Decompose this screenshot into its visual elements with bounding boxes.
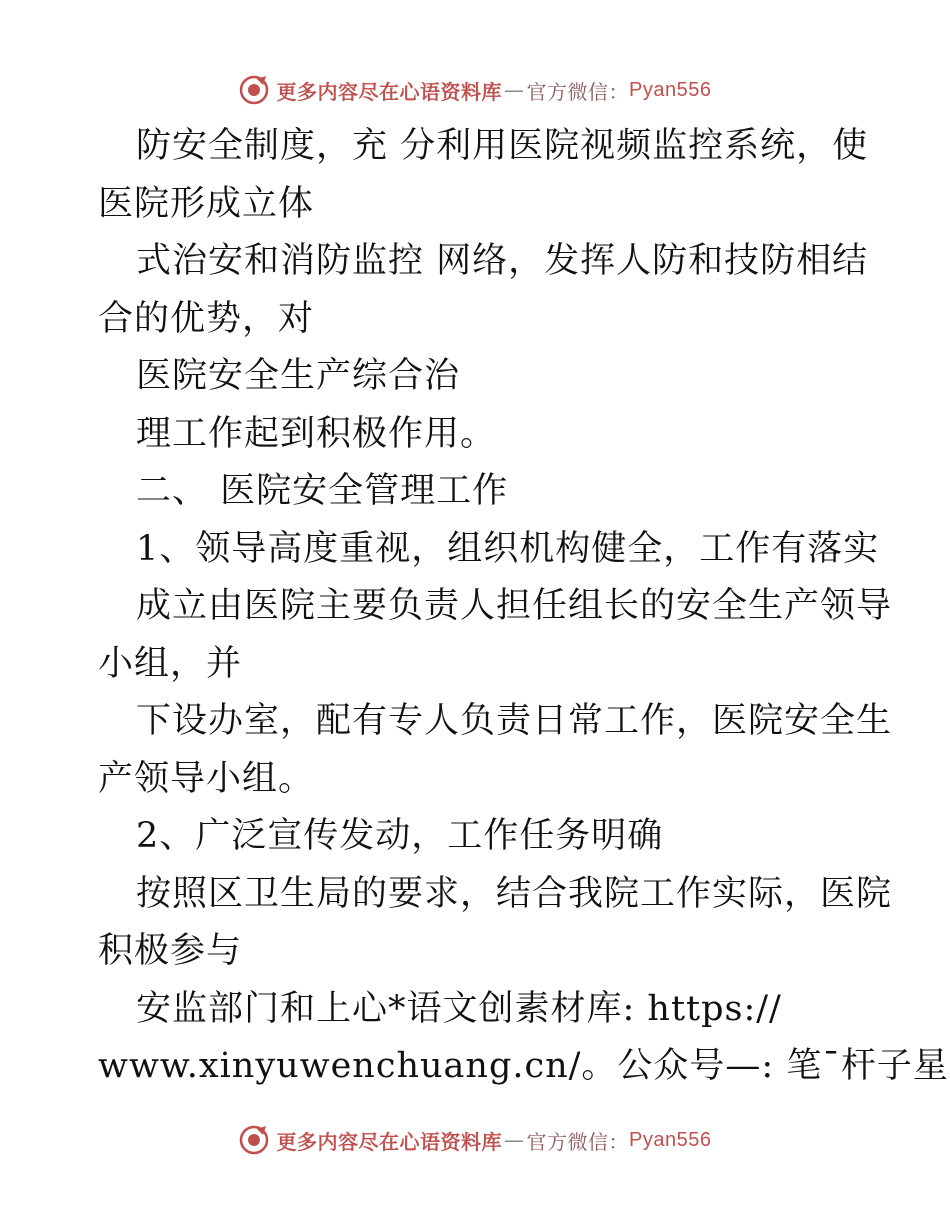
logo-icon <box>239 75 269 105</box>
paragraph-line: 安监部门和上心*语文创素材库: https:// <box>136 988 782 1029</box>
paragraph-line: 理工作起到积极作用。 <box>136 413 497 454</box>
paragraph-line: www.xinyuwenchuang.cn/。公众号—: 笔¯杆子星 <box>98 1046 949 1086</box>
footer-banner <box>0 1120 950 1160</box>
banner-separator: — <box>504 78 525 102</box>
banner-separator: — <box>504 1128 525 1152</box>
paragraph-line: 下设办室，配有专人负责日常工作，医院安全生 <box>136 701 893 741</box>
paragraph-line: 医院安全生产综合治 <box>136 356 461 396</box>
paragraph-line: 防安全制度，充 分利用医院视频监控系统，使 <box>136 126 869 166</box>
paragraph-line: 产领导小组。 <box>98 758 315 799</box>
banner-wechat-label: 官方微信： <box>526 1129 630 1154</box>
paragraph-line: 按照区卫生局的要求，结合我院工作实际，医院 <box>136 873 893 914</box>
paragraph-line: 成立由医院主要负责人担任组长的安全生产领导 <box>136 586 893 626</box>
section-heading: 二、 医院安全管理工作 <box>136 471 509 511</box>
paragraph-line: 小组，并 <box>98 643 243 684</box>
paragraph-line: 合的优势，对 <box>98 298 315 339</box>
banner-brand: 更多内容尽在心语资料库 <box>276 1129 503 1154</box>
banner-wechat-label: 官方微信： <box>526 79 630 104</box>
header-banner <box>0 70 950 110</box>
paragraph-line: 式治安和消防监控 网络，发挥人防和技防相结 <box>136 241 869 281</box>
logo-icon <box>239 1125 269 1155</box>
paragraph-line: 积极参与 <box>98 931 243 971</box>
paragraph-line: 医院形成立体 <box>98 183 315 224</box>
banner-wechat-id: Pyan556 <box>629 78 712 101</box>
subsection-heading: 1、领导高度重视，组织机构健全，工作有落实 <box>136 528 880 569</box>
banner-brand: 更多内容尽在心语资料库 <box>276 79 503 104</box>
banner-wechat-id: Pyan556 <box>629 1128 712 1151</box>
subsection-heading: 2、广泛宣传发动，工作任务明确 <box>136 816 664 856</box>
document-body <box>98 118 949 1096</box>
